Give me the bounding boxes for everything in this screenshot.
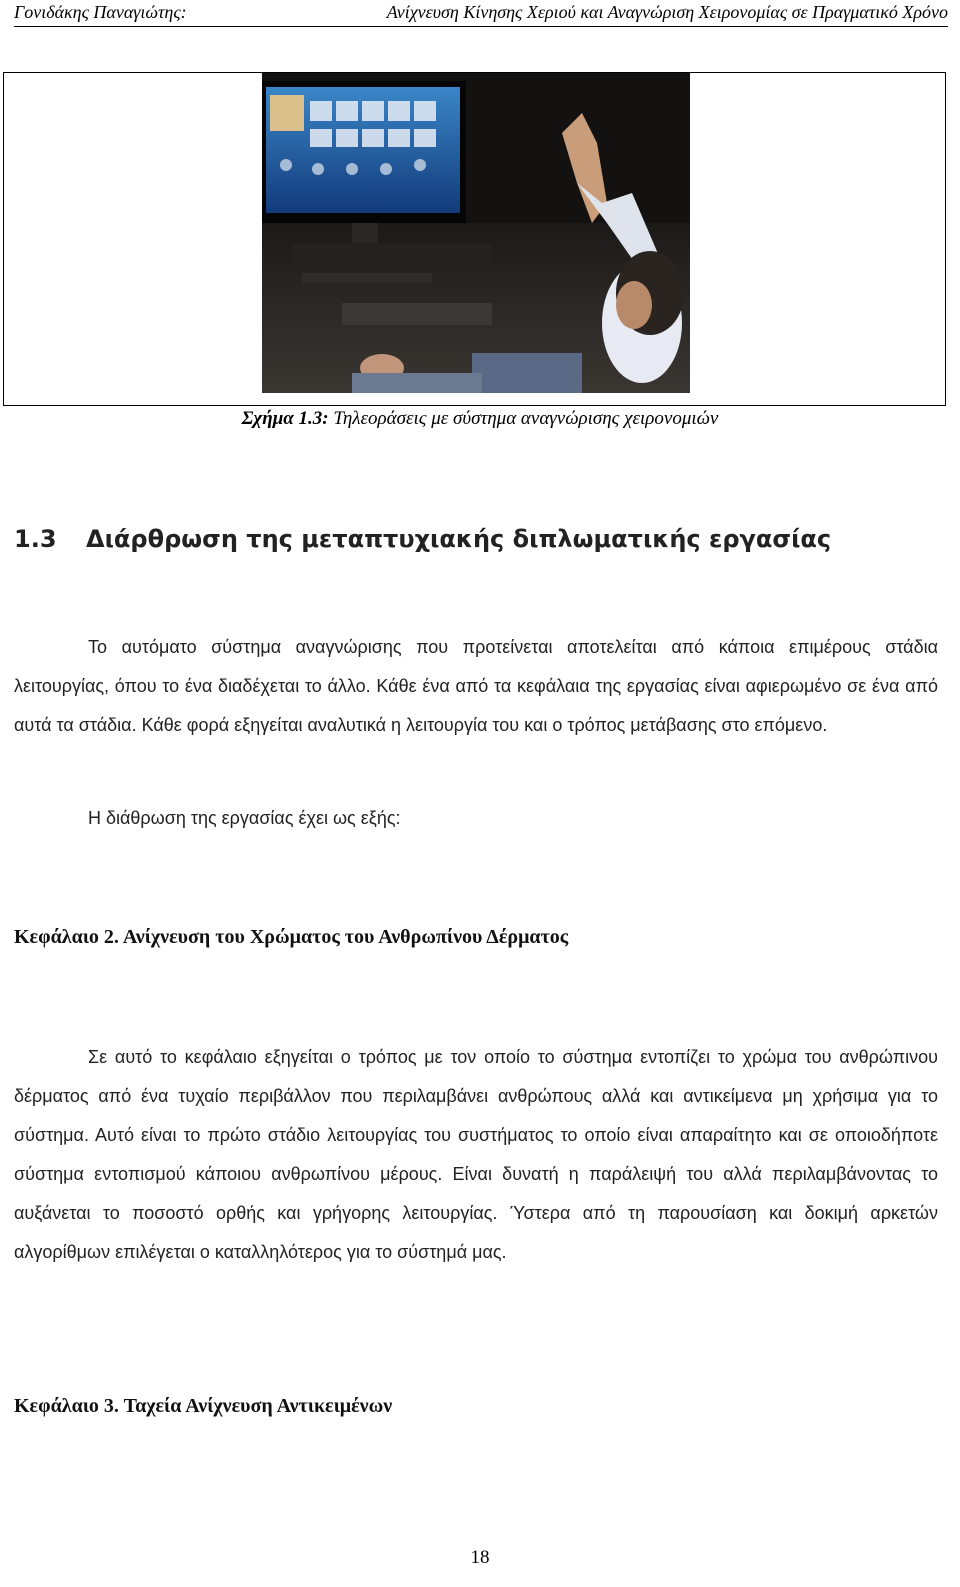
header-title: Ανίχνευση Κίνησης Χεριού και Αναγνώριση Χειρονομίας σε Πραγματικό Χρόνο <box>386 2 948 22</box>
structure-line: Η διάθρωση της εργασίας έχει ως εξής: <box>88 808 401 828</box>
page-number: 18 <box>470 1547 490 1568</box>
chapter-2-paragraph: Σε αυτό το κεφάλαιο εξηγείται ο τρόπος με τον οποίο το σύστημα εντοπίζει το χρώμα του ανθρώπινου δέρματος από ένα τυχαίο περιβάλλον που περιλαμβάνει ανθρώπους αλλά και αντικείμενα μη χρήσιμα για το σύστημα. Αυτό είναι το πρώτο στάδιο λειτουργίας του συστήματος το οποίο είναι απαραίτητο και σε οποιοδήποτε σύστημα εντοπισμού κάποιου ανθρωπίνου μέρους. Είναι δυνατή η παράλειψή του αλλά περιλαμβάνοντας το αυξάνεται το ποσοστό ορθής και γρήγορης λειτουργίας. Ύστερα από τη παρουσίαση και δοκιμή αρκετών αλγορίθμων επιλέγεται ο καταλληλότερος για το σύστημά μας. <box>14 1047 938 1262</box>
figure-photo-tv-gesture <box>262 73 690 393</box>
section-heading <box>14 525 831 553</box>
intro-paragraph: Το αυτόματο σύστημα αναγνώρισης που προτείνεται αποτελείται από κάποια επιμέρους στάδια λειτουργίας, όπου το ένα διαδέχεται το άλλο. Κάθε ένα από τα κεφάλαια της εργασίας είναι αφιερωμένο σε ένα από αυτά τα στάδια. Κάθε φορά εξηγείται αναλυτικά η λειτουργία του και ο τρόπος μετάβασης στο επόμενο. <box>14 637 938 735</box>
figure-caption <box>0 408 960 430</box>
section-number: 1.3 <box>14 525 57 553</box>
chapter-3-heading: Κεφάλαιο 3. Ταχεία Ανίχνευση Αντικειμένων <box>14 1395 393 1417</box>
running-header <box>14 2 948 27</box>
chapter-2-heading: Κεφάλαιο 2. Ανίχνευση του Χρώματος του Ανθρωπίνου Δέρματος <box>14 926 569 948</box>
figure-caption-text: Τηλεοράσεις με σύστημα αναγνώρισης χειρονομιών <box>333 408 719 429</box>
section-title: Διάρθρωση της μεταπτυχιακής διπλωματικής εργασίας <box>86 525 832 553</box>
header-author: Γονιδάκης Παναγιώτης: <box>14 2 187 22</box>
figure-caption-label: Σχήμα 1.3: <box>241 408 329 429</box>
